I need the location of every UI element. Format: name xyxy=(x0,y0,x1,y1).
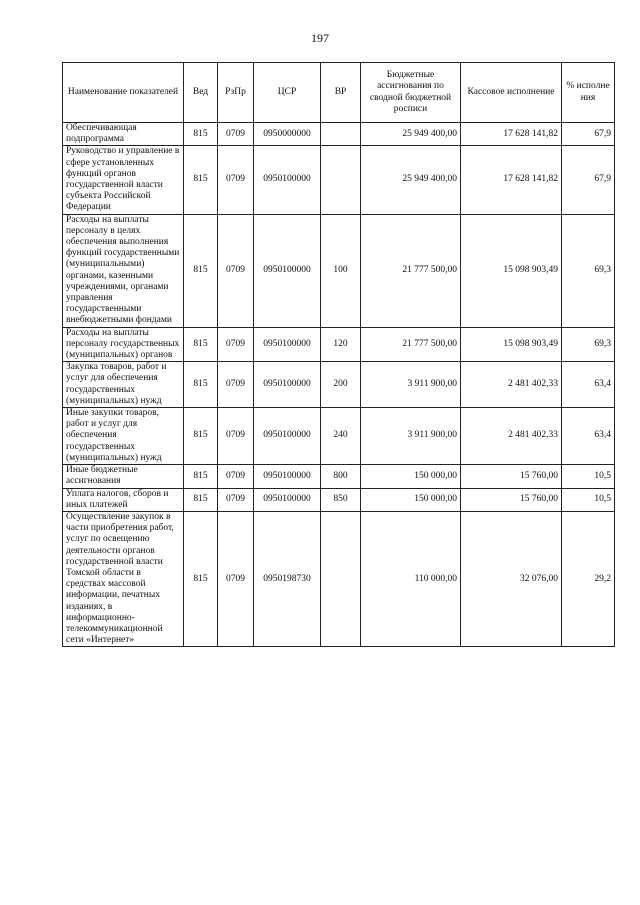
header-vr: ВР xyxy=(321,63,361,123)
header-ved: Вед xyxy=(184,63,218,123)
table-row xyxy=(63,123,615,146)
cell-csr: 0950000000 xyxy=(254,123,321,146)
cell-rzpr: 0709 xyxy=(218,465,254,488)
cell-rzpr: 0709 xyxy=(218,488,254,511)
cell-vr: 240 xyxy=(321,408,361,465)
cell-csr: 0950198730 xyxy=(254,511,321,646)
cell-pct: 67,9 xyxy=(562,146,615,214)
cell-vr xyxy=(321,123,361,146)
cell-cash: 17 628 141,82 xyxy=(461,123,562,146)
header-name: Наименование показателей xyxy=(63,63,184,123)
table-header-row xyxy=(63,63,615,123)
cell-pct: 10,5 xyxy=(562,465,615,488)
page-number: 197 xyxy=(311,31,329,45)
cell-budget: 150 000,00 xyxy=(361,465,461,488)
cell-budget: 25 949 400,00 xyxy=(361,146,461,214)
table-row xyxy=(63,362,615,408)
cell-budget: 21 777 500,00 xyxy=(361,327,461,362)
cell-pct: 67,9 xyxy=(562,123,615,146)
table-row xyxy=(63,511,615,646)
cell-csr: 0950100000 xyxy=(254,214,321,327)
cell-csr: 0950100000 xyxy=(254,327,321,362)
cell-pct: 29,2 xyxy=(562,511,615,646)
cell-vr xyxy=(321,146,361,214)
header-budget: Бюджетные ассигнования по сводной бюджетной росписи xyxy=(361,63,461,123)
cell-rzpr: 0709 xyxy=(218,146,254,214)
cell-name: Осуществление закупок в части приобретения работ, услуг по освещению деятельности органов государственной власти Томской области в средствах массовой информации, печатных изданиях, в информационно-телекоммуникационной сети «Интернет» xyxy=(63,511,184,646)
cell-cash: 32 076,00 xyxy=(461,511,562,646)
cell-ved: 815 xyxy=(184,214,218,327)
cell-pct: 63,4 xyxy=(562,408,615,465)
cell-pct: 69,3 xyxy=(562,214,615,327)
cell-budget: 3 911 900,00 xyxy=(361,408,461,465)
table-row xyxy=(63,488,615,511)
table-row xyxy=(63,465,615,488)
cell-rzpr: 0709 xyxy=(218,511,254,646)
cell-budget: 150 000,00 xyxy=(361,488,461,511)
cell-vr: 800 xyxy=(321,465,361,488)
cell-csr: 0950100000 xyxy=(254,465,321,488)
cell-vr: 120 xyxy=(321,327,361,362)
cell-csr: 0950100000 xyxy=(254,408,321,465)
cell-cash: 17 628 141,82 xyxy=(461,146,562,214)
cell-csr: 0950100000 xyxy=(254,362,321,408)
cell-name: Закупка товаров, работ и услуг для обеспечения государственных (муниципальных) нужд xyxy=(63,362,184,408)
cell-pct: 10,5 xyxy=(562,488,615,511)
cell-cash: 2 481 402,33 xyxy=(461,408,562,465)
cell-rzpr: 0709 xyxy=(218,214,254,327)
cell-name: Руководство и управление в сфере установленных функций органов государственной власти субъекта Российской Федерации xyxy=(63,146,184,214)
cell-pct: 63,4 xyxy=(562,362,615,408)
cell-vr xyxy=(321,511,361,646)
table-row xyxy=(63,327,615,362)
cell-ved: 815 xyxy=(184,465,218,488)
cell-ved: 815 xyxy=(184,511,218,646)
cell-ved: 815 xyxy=(184,488,218,511)
cell-pct: 69,3 xyxy=(562,327,615,362)
header-rzpr: РзПр xyxy=(218,63,254,123)
cell-vr: 200 xyxy=(321,362,361,408)
cell-rzpr: 0709 xyxy=(218,408,254,465)
cell-name: Обеспечивающая подпрограмма xyxy=(63,123,184,146)
cell-name: Расходы на выплаты персоналу в целях обеспечения выполнения функций государственными (муниципальными) органами, казенными учреждениями, органами управления государственными внебюджетными фондами xyxy=(63,214,184,327)
cell-budget: 25 949 400,00 xyxy=(361,123,461,146)
cell-cash: 15 098 903,49 xyxy=(461,327,562,362)
table-row xyxy=(63,214,615,327)
cell-budget: 21 777 500,00 xyxy=(361,214,461,327)
table-row xyxy=(63,146,615,214)
cell-cash: 15 098 903,49 xyxy=(461,214,562,327)
cell-ved: 815 xyxy=(184,327,218,362)
header-pct: % исполне ния xyxy=(562,63,615,123)
header-cash: Кассовое исполнение xyxy=(461,63,562,123)
cell-ved: 815 xyxy=(184,146,218,214)
cell-cash: 2 481 402,33 xyxy=(461,362,562,408)
cell-vr: 850 xyxy=(321,488,361,511)
cell-budget: 110 000,00 xyxy=(361,511,461,646)
cell-cash: 15 760,00 xyxy=(461,465,562,488)
cell-vr: 100 xyxy=(321,214,361,327)
cell-csr: 0950100000 xyxy=(254,146,321,214)
cell-name: Иные бюджетные ассигнования xyxy=(63,465,184,488)
cell-rzpr: 0709 xyxy=(218,362,254,408)
cell-ved: 815 xyxy=(184,408,218,465)
cell-name: Расходы на выплаты персоналу государственных (муниципальных) органов xyxy=(63,327,184,362)
cell-cash: 15 760,00 xyxy=(461,488,562,511)
cell-budget: 3 911 900,00 xyxy=(361,362,461,408)
budget-table xyxy=(62,62,615,647)
header-csr: ЦСР xyxy=(254,63,321,123)
cell-name: Уплата налогов, сборов и иных платежей xyxy=(63,488,184,511)
table-row xyxy=(63,408,615,465)
cell-name: Иные закупки товаров, работ и услуг для обеспечения государственных (муниципальных) нужд xyxy=(63,408,184,465)
cell-rzpr: 0709 xyxy=(218,327,254,362)
cell-rzpr: 0709 xyxy=(218,123,254,146)
cell-ved: 815 xyxy=(184,362,218,408)
cell-ved: 815 xyxy=(184,123,218,146)
cell-csr: 0950100000 xyxy=(254,488,321,511)
